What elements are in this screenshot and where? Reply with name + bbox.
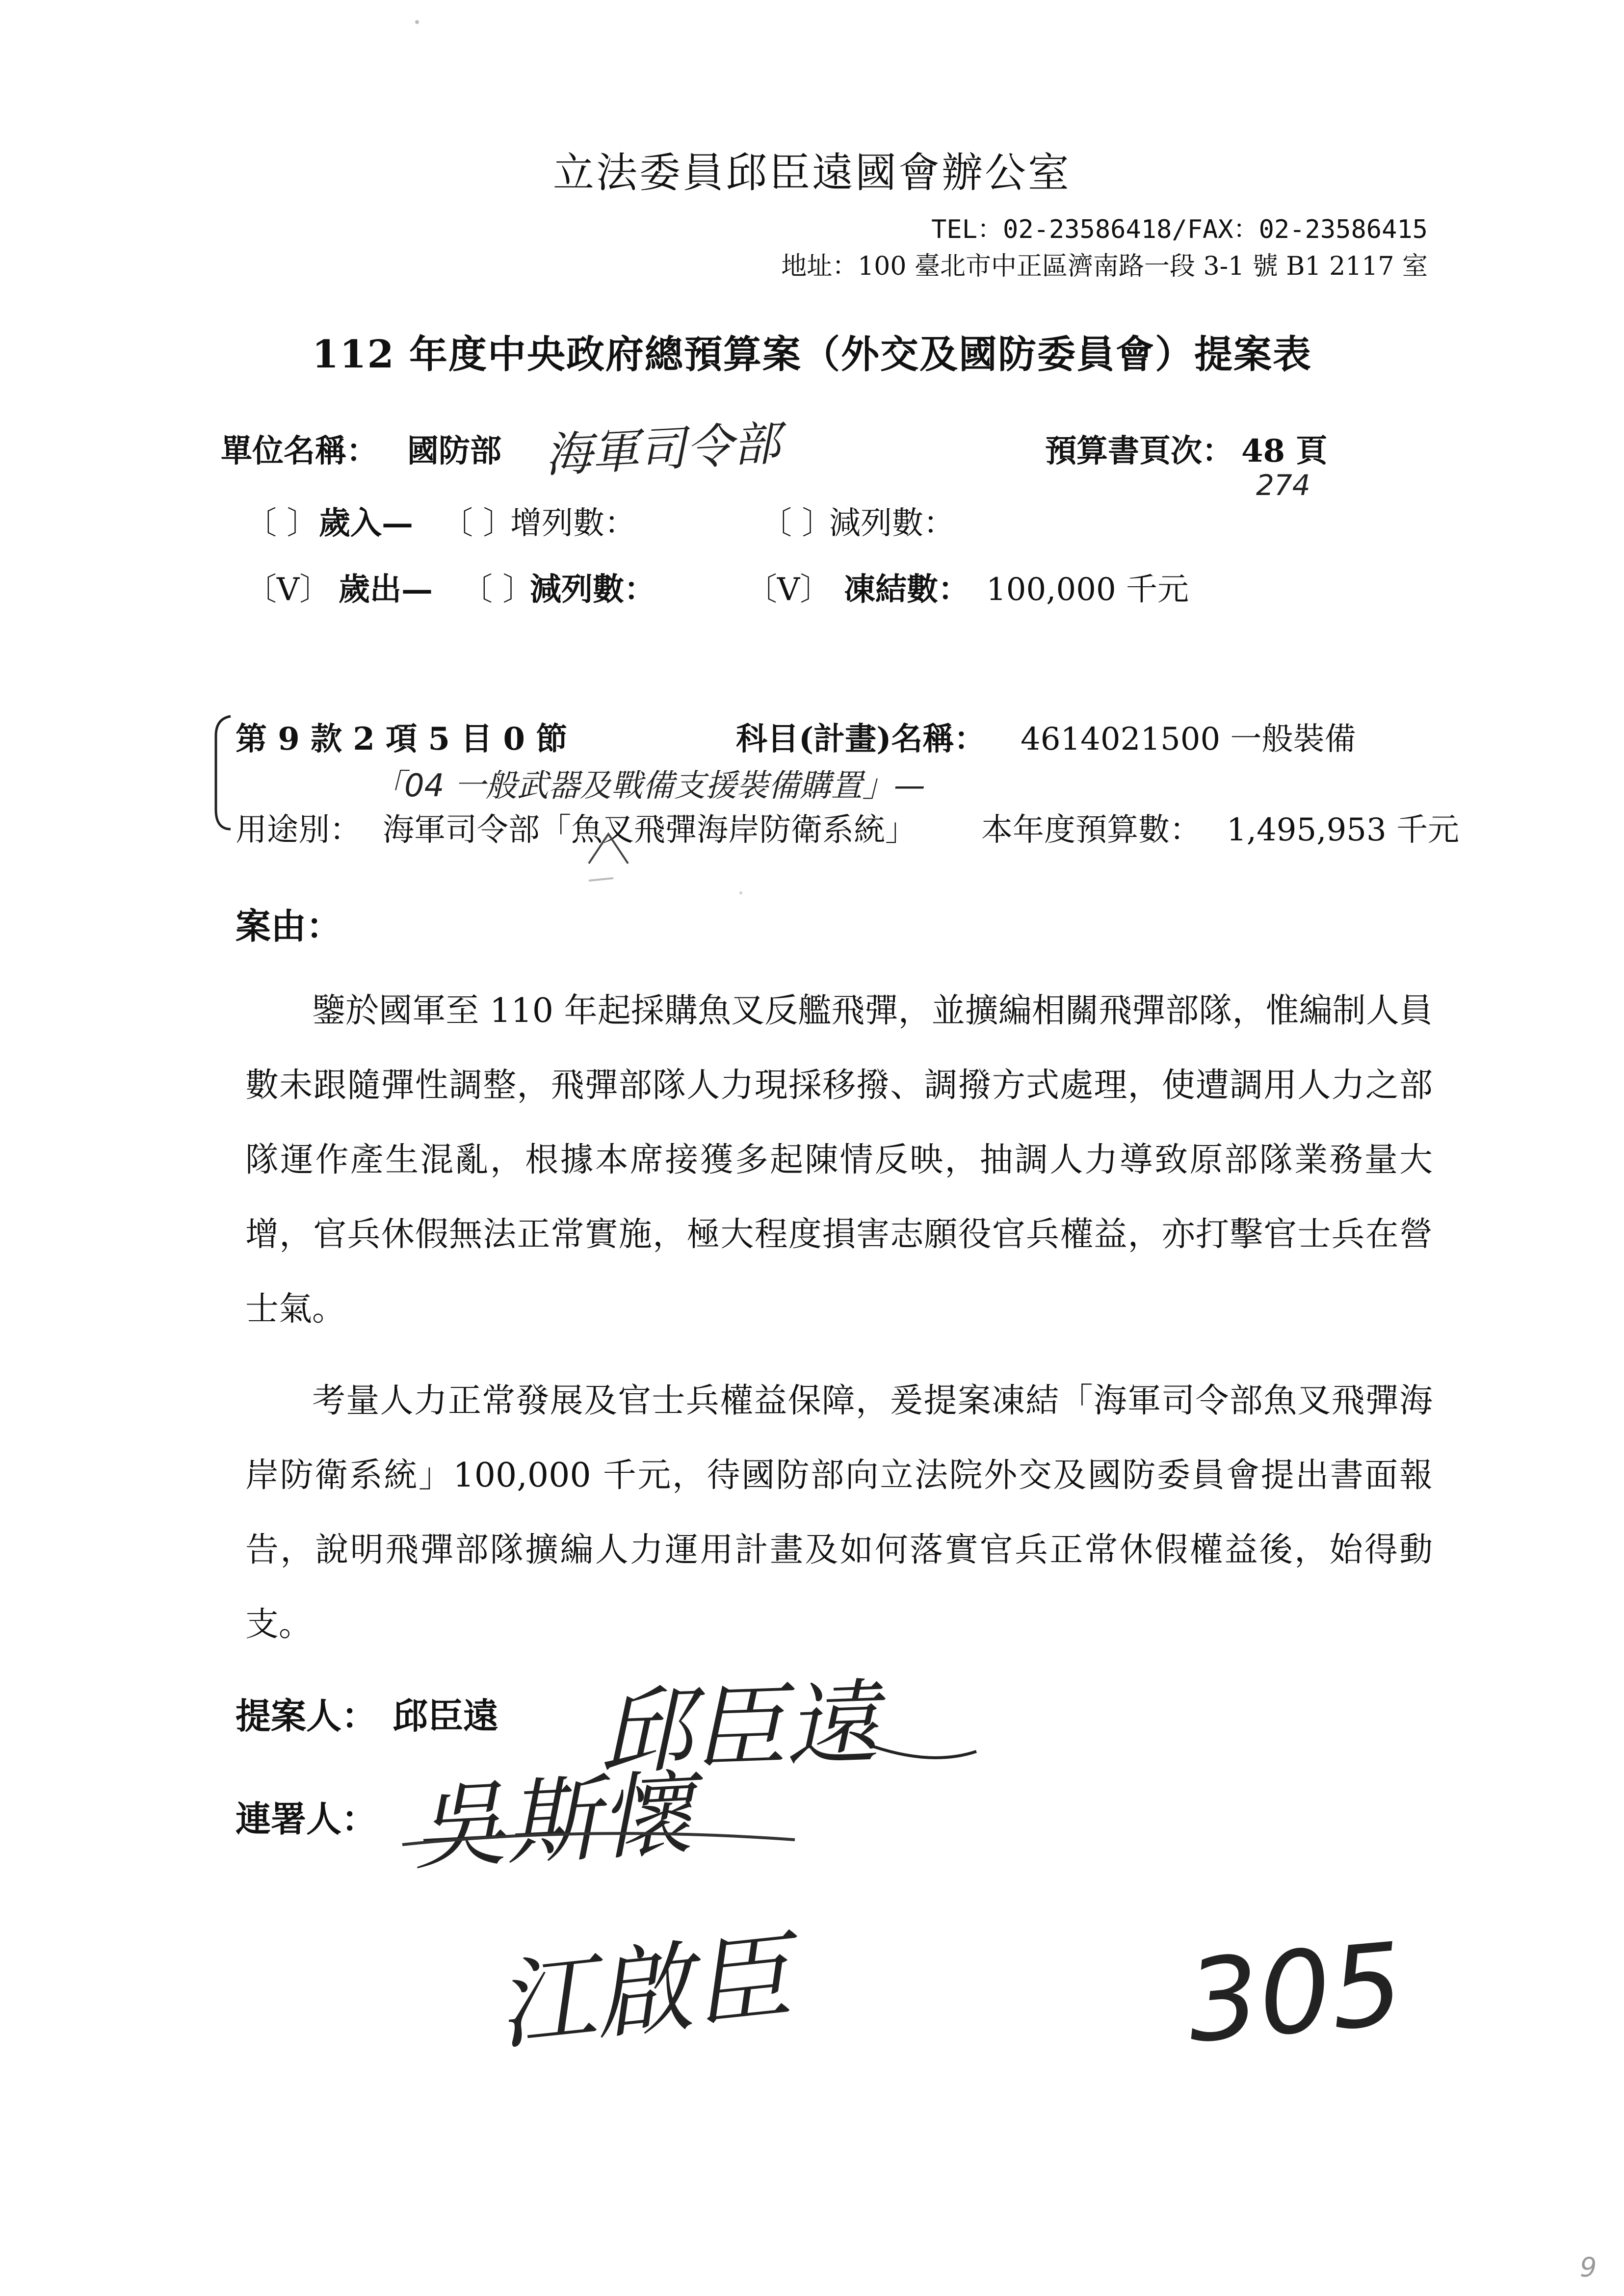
annual-value: 1,495,953 千元: [1227, 812, 1460, 848]
cosigner-label: 連署人：: [236, 1798, 377, 1840]
subject-label: 科目(計畫)名稱：: [736, 721, 986, 757]
expense-decrease: 減列數：: [530, 571, 655, 608]
contact-address: 地址：100 臺北市中正區濟南路一段 3-1 號 B1 2117 室: [781, 252, 1428, 281]
usage-value: 海軍司令部「魚叉飛彈海岸防衛系統」: [383, 812, 917, 848]
subject-value: 4614021500 一般裝備: [1021, 721, 1356, 757]
page-ref-label: 預算書頁次：: [1045, 433, 1233, 470]
page-ref-value: 48 頁: [1241, 433, 1328, 470]
unit-value: 國防部: [407, 433, 501, 470]
reason-paragraph-2: 考量人力正常發展及官士兵權益保障，爰提案凍結「海軍司令部魚叉飛彈海岸防衛系統」100,000 千元，待國防部向立法院外交及國防委員會提出書面報告，說明飛彈部隊擴編人力運用計畫及如何落實官兵正常休假權益後，始得動支。: [245, 1382, 1433, 1644]
insert-caret: [589, 834, 628, 863]
handwritten-insert: 「04 一般武器及戰備支援裝備購置」—: [373, 768, 925, 804]
income-check-2: 〔 〕: [442, 505, 515, 542]
income-check-3: 〔 〕: [760, 505, 834, 542]
expense-label: 歲出—: [339, 571, 433, 608]
freeze-label: 凍結數：: [844, 571, 969, 608]
annual-label: 本年度預算數：: [981, 812, 1201, 848]
income-decrease: 減列數：: [829, 505, 955, 542]
budget-section: 第 9 款 2 項 5 目 0 節: [236, 721, 568, 757]
page-stamp-number: 305: [1182, 1919, 1408, 2068]
scan-speck: [415, 20, 419, 24]
proposer-signature: 邱臣遠: [597, 1669, 881, 1787]
scan-dash: [589, 878, 613, 881]
scan-speck: [739, 891, 742, 894]
budget-bracket: [216, 716, 231, 829]
cosigner-signature-2: 江啟臣: [491, 1920, 796, 2064]
corner-mark: 9: [1580, 2252, 1597, 2283]
expense-check-2: 〔 〕: [461, 572, 534, 608]
unit-handwritten: 海軍司令部: [543, 416, 782, 483]
unit-label: 單位名稱：: [221, 433, 378, 470]
contact-tel-fax: TEL：02-23586418/FAX：02-23586415: [931, 215, 1428, 244]
cosigner-strike: [402, 1833, 795, 1845]
reason-paragraph-1: 鑒於國軍至 110 年起採購魚叉反艦飛彈，並擴編相關飛彈部隊，惟編制人員數未跟隨彈性調整，飛彈部隊人力現採移撥、調撥方式處理，使遭調用人力之部隊運作產生混亂，根據本席接獲多起陳情反映，抽調人力導致原部隊業務量大增，官兵休假無法正常實施，極大程度損害志願役官兵權益，亦打擊官士兵在營士氣。: [245, 991, 1433, 1329]
usage-label: 用途別：: [236, 812, 361, 848]
form-title: 112 年度中央政府總預算案（外交及國防委員會）提案表: [312, 332, 1312, 377]
expense-check-1: 〔V〕: [245, 572, 331, 608]
income-check-1: 〔 〕: [245, 505, 318, 542]
income-label: 歲入—: [319, 505, 413, 542]
income-increase: 增列數：: [510, 505, 636, 542]
reason-heading: 案由：: [236, 905, 342, 947]
page-ref-handwritten: 274: [1256, 469, 1310, 502]
cosigner-signature-1: 吳斯懷: [410, 1760, 695, 1883]
expense-check-3: 〔V〕: [746, 572, 832, 608]
proposer-label: 提案人：: [236, 1695, 377, 1737]
proposer-name: 邱臣遠: [393, 1695, 499, 1737]
freeze-value: 100,000 千元: [986, 572, 1189, 608]
signature-flourish: [873, 1747, 976, 1758]
office-title: 立法委員邱臣遠國會辦公室: [552, 149, 1071, 197]
